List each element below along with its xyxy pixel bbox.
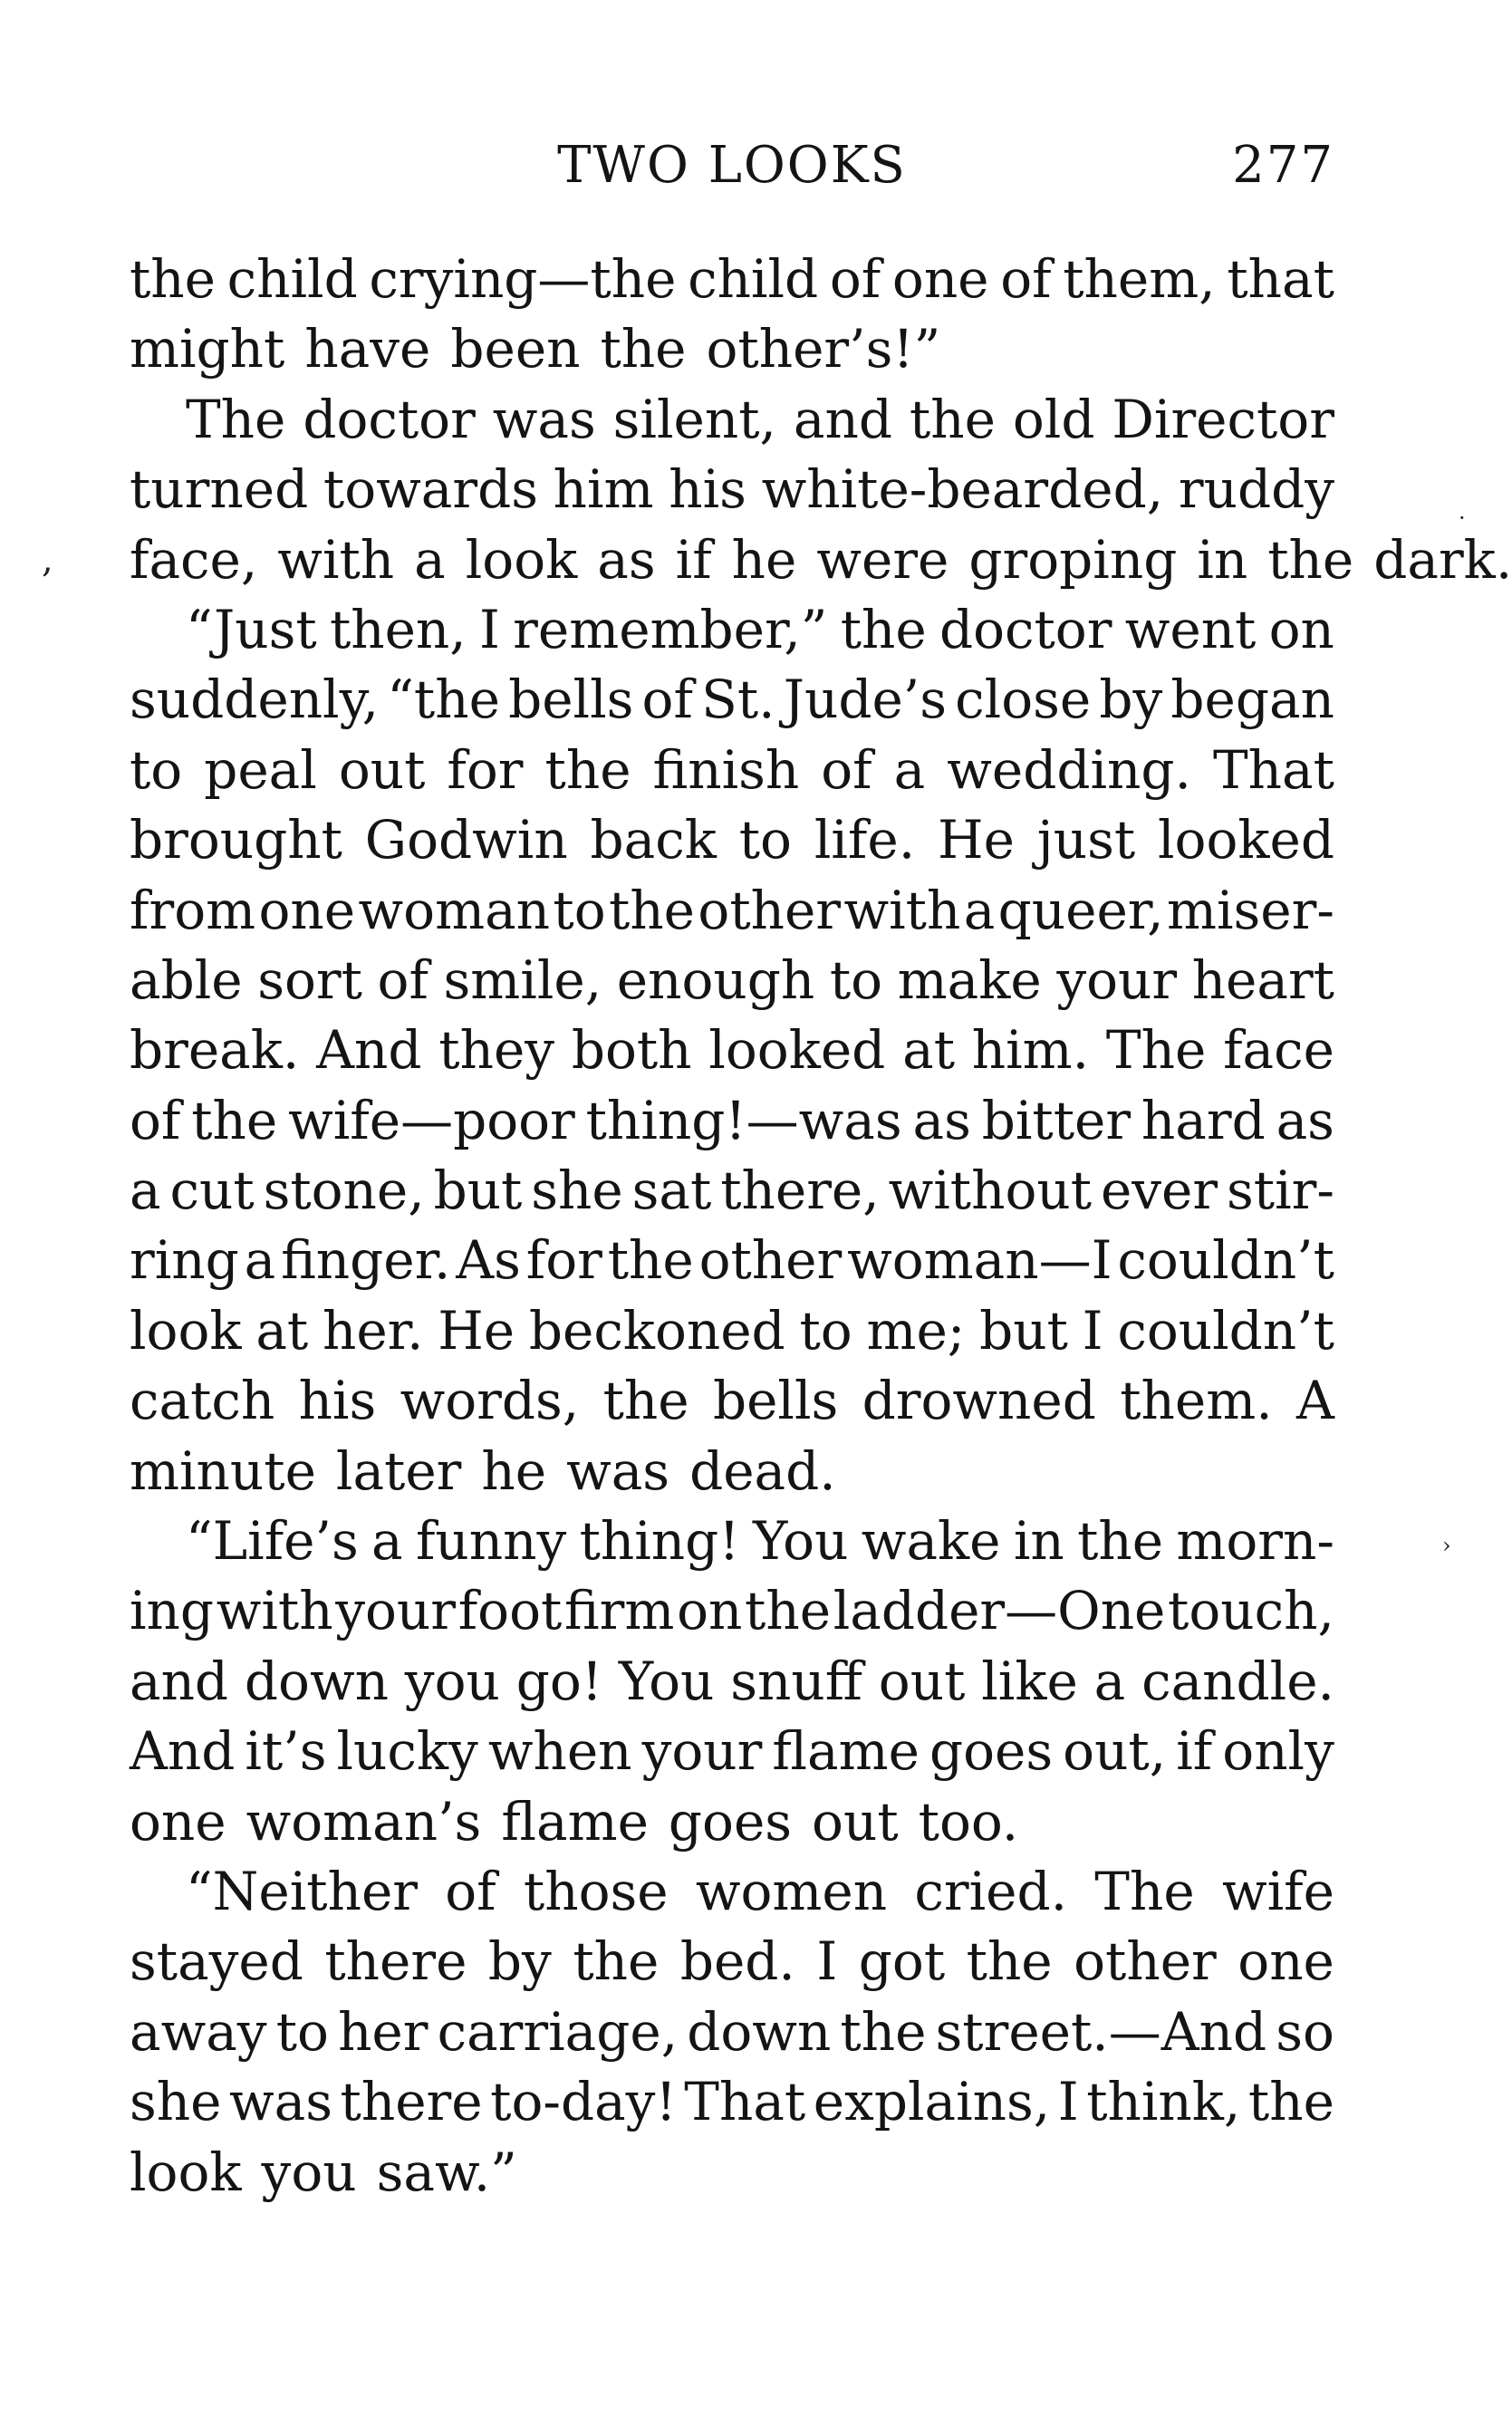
word: the xyxy=(191,1089,278,1151)
word: Director xyxy=(1112,388,1334,450)
word: enough xyxy=(616,948,815,1011)
word: of xyxy=(1000,248,1052,310)
word: there xyxy=(340,2071,483,2133)
word: woman—I xyxy=(847,1229,1112,1292)
text-line xyxy=(130,1156,1334,1226)
word: dark. xyxy=(1373,528,1512,591)
word: break. xyxy=(130,1019,300,1082)
word: doctor xyxy=(303,388,476,450)
word: as xyxy=(912,1089,971,1151)
word: bitter xyxy=(981,1089,1132,1151)
word: been xyxy=(450,318,581,380)
word: a xyxy=(963,879,996,941)
word: the xyxy=(544,738,631,801)
word: white-bearded, xyxy=(761,458,1164,521)
text-line xyxy=(130,245,1334,314)
word: ring xyxy=(130,1229,239,1292)
word: for xyxy=(447,738,524,801)
word: thing! xyxy=(579,1510,740,1573)
word: to xyxy=(275,2000,329,2063)
text-line xyxy=(130,1366,1334,1436)
word: your xyxy=(335,1580,457,1642)
word: ladder—One xyxy=(833,1580,1166,1642)
word: brought xyxy=(130,809,342,871)
word: to xyxy=(738,809,792,871)
word: the xyxy=(602,1370,689,1432)
word: flame xyxy=(772,1720,920,1783)
word: look xyxy=(130,2141,242,2203)
word: with xyxy=(216,1580,333,1642)
word: later xyxy=(335,1439,462,1502)
word: the xyxy=(1247,2071,1334,2133)
word: The xyxy=(186,388,286,450)
word: if xyxy=(1176,1720,1213,1783)
text-line xyxy=(130,385,1334,455)
word: she xyxy=(130,2071,222,2133)
word: other xyxy=(1074,1930,1217,1993)
word: the xyxy=(909,388,996,450)
word: That xyxy=(684,2071,806,2133)
text-line xyxy=(130,665,1334,735)
word: out xyxy=(338,738,426,801)
text-line xyxy=(130,455,1334,525)
word: Godwin xyxy=(364,809,568,871)
word: He xyxy=(937,809,1015,871)
word: he xyxy=(731,528,797,591)
word: to xyxy=(553,879,606,941)
word: as xyxy=(1276,1089,1334,1151)
word: to xyxy=(799,1299,852,1362)
word: goes xyxy=(929,1720,1054,1783)
word: funny xyxy=(415,1510,567,1573)
word: doctor xyxy=(939,598,1112,660)
word: to xyxy=(130,738,183,801)
text-line xyxy=(130,1927,1334,1997)
word: And xyxy=(130,1720,236,1783)
word: drowned xyxy=(862,1370,1096,1432)
word: look xyxy=(465,528,578,591)
word: a xyxy=(130,1160,161,1222)
word: there, xyxy=(720,1160,880,1222)
margin-mark: · xyxy=(1459,505,1466,531)
word: queer, xyxy=(997,879,1164,941)
word: face, xyxy=(130,528,258,591)
word: his xyxy=(669,458,746,521)
word: was xyxy=(566,1439,670,1502)
word: and xyxy=(130,1650,229,1712)
text-line xyxy=(130,1296,1334,1366)
word: thing!—was xyxy=(585,1089,902,1151)
word: wake xyxy=(861,1510,1001,1573)
word: him. xyxy=(971,1019,1090,1082)
word: both xyxy=(571,1019,692,1082)
word: you xyxy=(261,2141,357,2203)
word: make xyxy=(897,948,1042,1011)
word: able xyxy=(130,948,243,1011)
word: women xyxy=(695,1860,888,1922)
word: he xyxy=(481,1439,547,1502)
margin-mark: , xyxy=(42,539,53,581)
word: other’s!” xyxy=(706,318,941,380)
word: if xyxy=(675,528,712,591)
margin-mark: › xyxy=(1442,1533,1451,1558)
word: “Life’s xyxy=(186,1510,359,1573)
word: I xyxy=(1057,2071,1079,2133)
text-line xyxy=(130,876,1334,946)
word: to-day! xyxy=(490,2071,677,2133)
word: only xyxy=(1222,1720,1334,1783)
word: ever xyxy=(1100,1160,1218,1222)
word: one xyxy=(891,248,989,310)
word: touch, xyxy=(1168,1580,1334,1642)
text-line xyxy=(130,1015,1334,1085)
word: as xyxy=(597,528,656,591)
word: the xyxy=(573,1930,660,1993)
word: the xyxy=(840,2000,927,2063)
word: the xyxy=(1267,528,1354,591)
word: they xyxy=(438,1019,555,1082)
word: them, xyxy=(1063,248,1216,310)
word: bells xyxy=(712,1370,839,1432)
word: those xyxy=(523,1860,669,1922)
running-title: TWO LOOKS xyxy=(557,136,907,195)
word: morn- xyxy=(1176,1510,1334,1573)
word: her. xyxy=(322,1299,424,1362)
word: bed. xyxy=(679,1930,795,1993)
word: smile, xyxy=(443,948,602,1011)
word: explains, xyxy=(813,2071,1051,2133)
word: stir- xyxy=(1227,1160,1334,1222)
word: one xyxy=(130,1790,226,1853)
word: couldn’t xyxy=(1117,1299,1334,1362)
word: might xyxy=(130,318,285,380)
word: firm xyxy=(563,1580,675,1642)
word: child xyxy=(226,248,358,310)
word: and xyxy=(793,388,892,450)
word: face xyxy=(1223,1019,1334,1082)
word: hard xyxy=(1141,1089,1266,1151)
word: A xyxy=(1296,1370,1334,1432)
word: when xyxy=(487,1720,632,1783)
word: down xyxy=(687,2000,832,2063)
word: the xyxy=(607,1229,694,1292)
word: The xyxy=(1105,1019,1207,1082)
word: old xyxy=(1012,388,1095,450)
word: Jude’s xyxy=(783,669,947,731)
word: peal xyxy=(204,738,317,801)
word: woman’s xyxy=(246,1790,482,1853)
word: couldn’t xyxy=(1117,1229,1334,1292)
word: on xyxy=(1268,598,1334,660)
word: lucky xyxy=(336,1720,478,1783)
word: so xyxy=(1276,2000,1334,2063)
word: one xyxy=(1238,1930,1334,1993)
word: catch xyxy=(130,1370,275,1432)
word: flame xyxy=(501,1790,649,1853)
word: That xyxy=(1212,738,1334,801)
word: out xyxy=(812,1790,899,1853)
word: of xyxy=(445,1860,496,1922)
word: saw.” xyxy=(376,2141,517,2203)
word: with xyxy=(843,879,961,941)
word: looked xyxy=(1158,809,1334,871)
text-line xyxy=(130,2138,1334,2208)
word: that xyxy=(1227,248,1334,310)
word: woman xyxy=(358,879,550,941)
text-line xyxy=(130,736,1334,805)
text-line xyxy=(130,1997,1334,2067)
word: life. xyxy=(814,809,916,871)
word: with xyxy=(277,528,395,591)
text-line xyxy=(130,1226,1334,1295)
word: “Just xyxy=(186,598,317,660)
word: without xyxy=(888,1160,1093,1222)
word: in xyxy=(1197,528,1248,591)
word: silent, xyxy=(612,388,776,450)
word: stone, xyxy=(263,1160,425,1222)
word: but xyxy=(433,1160,523,1222)
word: words, xyxy=(400,1370,580,1432)
word: of xyxy=(829,248,881,310)
word: wife—poor xyxy=(288,1089,575,1151)
word: beckoned xyxy=(528,1299,785,1362)
word: And xyxy=(316,1019,422,1082)
word: suddenly, xyxy=(130,669,380,731)
word: groping xyxy=(968,528,1178,591)
word: goes xyxy=(668,1790,793,1853)
word: foot xyxy=(457,1580,563,1642)
word: finger. xyxy=(281,1229,451,1292)
word: the xyxy=(609,879,696,941)
word: As xyxy=(456,1229,521,1292)
word: to xyxy=(829,948,883,1011)
word: at xyxy=(902,1019,955,1082)
word: finish xyxy=(652,738,800,801)
word: You xyxy=(752,1510,849,1573)
text-line xyxy=(130,1787,1334,1857)
word: candle. xyxy=(1141,1650,1334,1712)
word: him xyxy=(553,458,654,521)
word: the xyxy=(840,598,927,660)
word: just xyxy=(1036,809,1136,871)
word: The xyxy=(1094,1860,1195,1922)
word: a xyxy=(371,1510,403,1573)
word: the xyxy=(745,1580,832,1642)
word: by xyxy=(1099,669,1163,731)
word: out, xyxy=(1063,1720,1167,1783)
word: remember,” xyxy=(513,598,828,660)
text-line xyxy=(130,1647,1334,1717)
word: your xyxy=(1056,948,1178,1011)
word: bells xyxy=(508,669,634,731)
word: the xyxy=(1077,1510,1164,1573)
word: heart xyxy=(1191,948,1334,1011)
word: looked xyxy=(708,1019,886,1082)
word: think, xyxy=(1086,2071,1241,2133)
word: other xyxy=(698,879,842,941)
word: crying—the xyxy=(369,248,677,310)
word: of xyxy=(130,1089,181,1151)
word: a xyxy=(414,528,446,591)
word: sat xyxy=(631,1160,712,1222)
word: by xyxy=(487,1930,552,1993)
word: wedding. xyxy=(947,738,1191,801)
word: cut xyxy=(169,1160,255,1222)
text-line xyxy=(130,525,1512,595)
word: close xyxy=(955,669,1092,731)
word: then, xyxy=(329,598,467,660)
text-line xyxy=(130,1086,1334,1156)
word: turned xyxy=(130,458,309,521)
word: them. xyxy=(1120,1370,1273,1432)
text-line xyxy=(130,1437,1334,1506)
text-line xyxy=(130,595,1334,665)
word: minute xyxy=(130,1439,316,1502)
word: the xyxy=(600,318,687,380)
word: St. xyxy=(701,669,775,731)
word: the xyxy=(130,248,216,310)
word: away xyxy=(130,2000,267,2063)
word: too. xyxy=(918,1790,1019,1853)
word: look xyxy=(130,1299,242,1362)
word: down xyxy=(244,1650,389,1712)
word: me; xyxy=(866,1299,966,1362)
word: I xyxy=(1082,1299,1103,1362)
word: snuff xyxy=(730,1650,862,1712)
word: miser- xyxy=(1166,879,1334,941)
word: wife xyxy=(1221,1860,1334,1922)
word: his xyxy=(298,1370,377,1432)
word: He xyxy=(438,1299,515,1362)
word: got xyxy=(858,1930,946,1993)
text-line xyxy=(130,805,1334,875)
word: a xyxy=(893,738,926,801)
text-line xyxy=(130,314,1334,384)
word: it’s xyxy=(245,1720,327,1783)
word: one xyxy=(258,879,356,941)
word: for xyxy=(525,1229,602,1292)
word: at xyxy=(255,1299,309,1362)
word: on xyxy=(677,1580,743,1642)
word: but xyxy=(979,1299,1068,1362)
text-line xyxy=(130,1576,1334,1646)
body-text xyxy=(130,245,1512,2208)
word: towards xyxy=(323,458,538,521)
word: I xyxy=(816,1930,838,1993)
running-head xyxy=(130,134,1334,197)
word: sort xyxy=(257,948,362,1011)
word: your xyxy=(641,1720,763,1783)
text-line xyxy=(130,946,1334,1015)
word: out xyxy=(878,1650,966,1712)
word: began xyxy=(1170,669,1334,731)
word: of xyxy=(641,669,693,731)
word: other xyxy=(698,1229,843,1292)
word: dead. xyxy=(689,1439,836,1502)
word: stayed xyxy=(130,1930,303,1993)
word: her xyxy=(338,2000,429,2063)
word: from xyxy=(130,879,256,941)
word: have xyxy=(304,318,431,380)
word: was xyxy=(229,2071,332,2133)
word: a xyxy=(244,1229,276,1292)
word: “the xyxy=(387,669,500,731)
word: there xyxy=(324,1930,467,1993)
text-line xyxy=(130,1717,1334,1786)
word: ing xyxy=(130,1580,215,1642)
word: cried. xyxy=(914,1860,1068,1922)
word: went xyxy=(1124,598,1257,660)
word: carriage, xyxy=(437,2000,679,2063)
word: ruddy xyxy=(1178,458,1334,521)
word: I xyxy=(478,598,500,660)
text-line xyxy=(130,1506,1334,1576)
word: back xyxy=(590,809,717,871)
text-line xyxy=(130,1857,1334,1927)
word: “Neither xyxy=(186,1860,418,1922)
text-line xyxy=(130,2067,1334,2137)
word: like xyxy=(981,1650,1078,1712)
word: was xyxy=(492,388,596,450)
word: go! xyxy=(515,1650,603,1712)
word: in xyxy=(1013,1510,1064,1573)
page-number: 277 xyxy=(1232,136,1334,195)
word: a xyxy=(1093,1650,1126,1712)
word: she xyxy=(531,1160,623,1222)
word: you xyxy=(404,1650,500,1712)
word: of xyxy=(821,738,872,801)
word: You xyxy=(618,1650,715,1712)
word: the xyxy=(966,1930,1053,1993)
word: were xyxy=(816,528,949,591)
word: of xyxy=(377,948,429,1011)
word: street.—And xyxy=(935,2000,1267,2063)
word: child xyxy=(688,248,819,310)
